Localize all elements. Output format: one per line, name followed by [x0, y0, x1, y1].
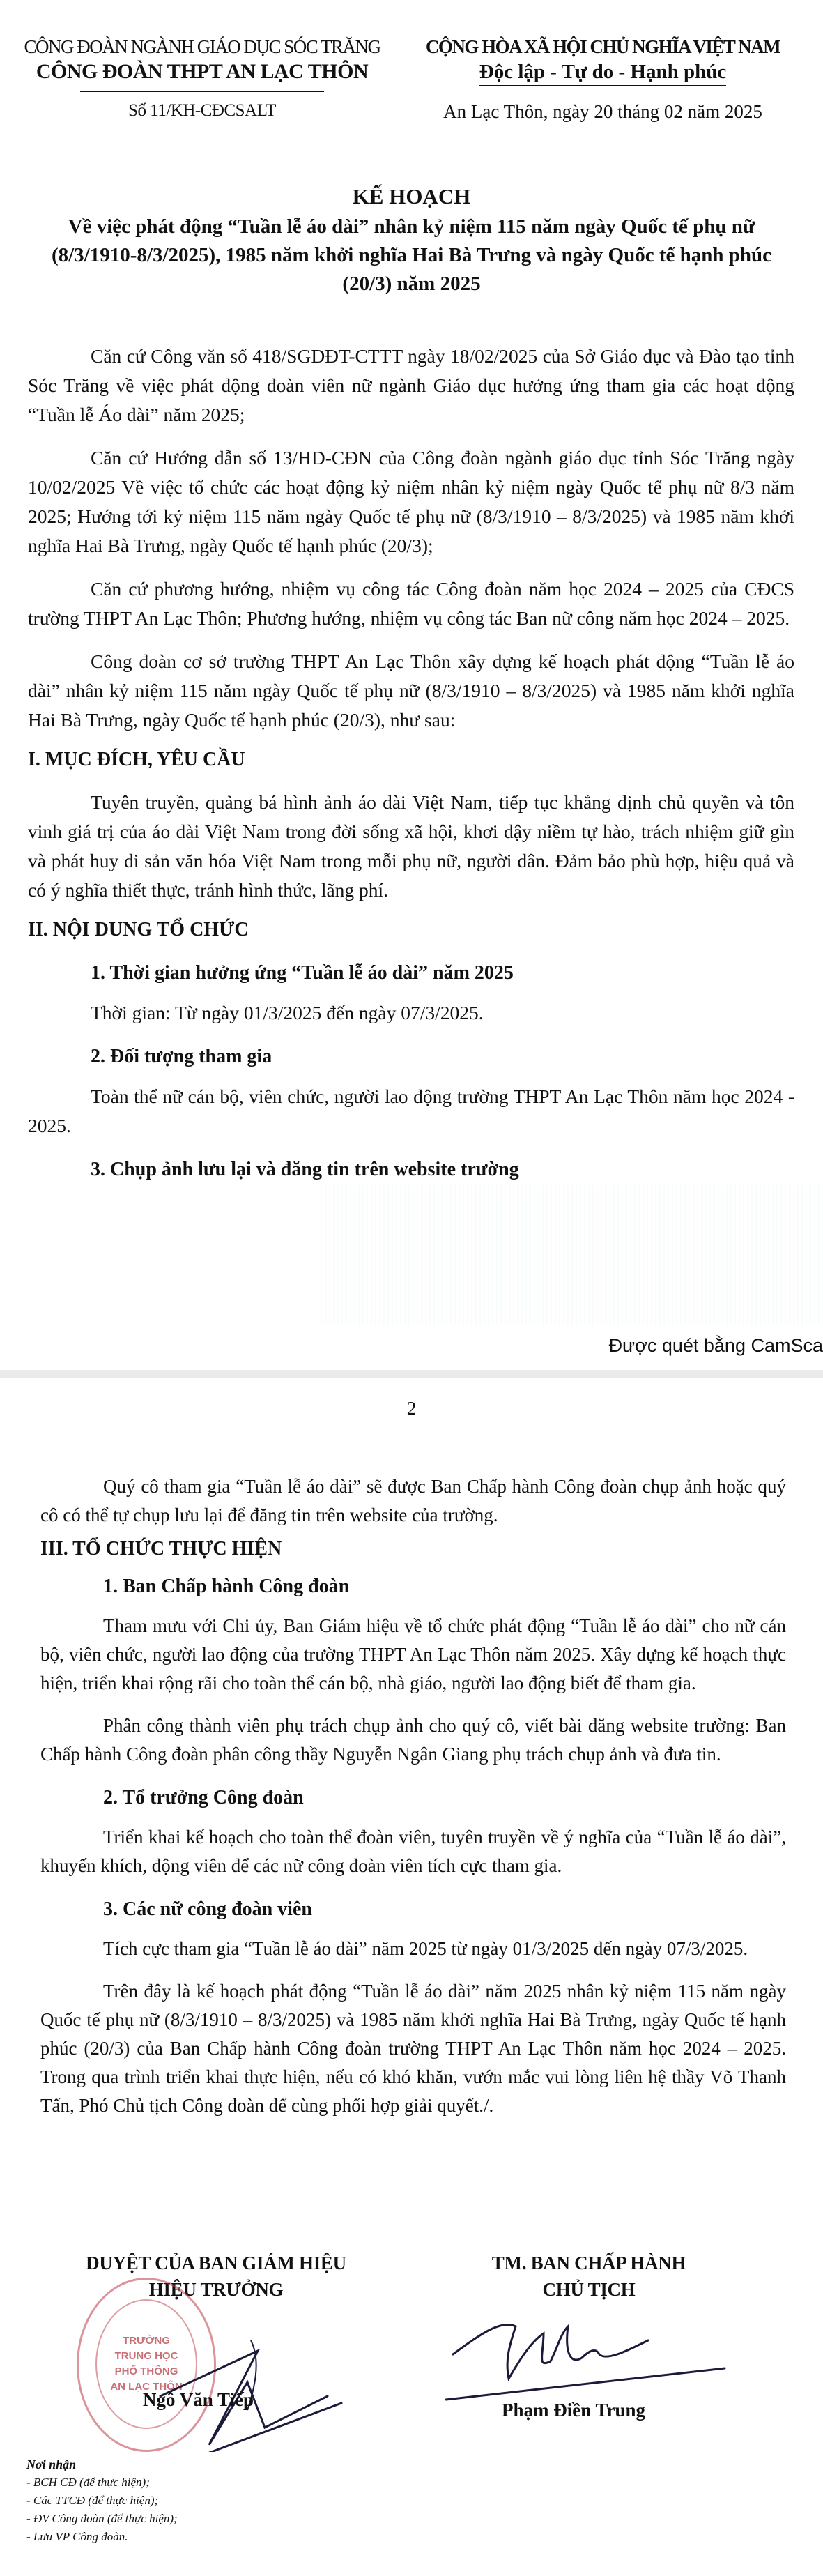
principal-name: Ngô Văn Tiếp — [143, 2389, 254, 2410]
subsection-heading: 3. Chụp ảnh lưu lại và đăng tin trên website trường — [91, 1159, 519, 1180]
approval-title: DUYỆT CỦA BAN GIÁM HIỆU — [86, 2253, 346, 2273]
subsection-paragraph: Tích cực tham gia “Tuần lễ áo dài” năm 2025 từ ngày 01/3/2025 đến ngày 07/3/2025. — [103, 1938, 748, 1959]
subsection-heading: 1. Ban Chấp hành Công đoàn — [103, 1576, 350, 1597]
preamble-paragraph: Căn cứ Công văn số 418/SGDĐT-CTTT ngày 18/02/2025 của Sở Giáo dục và Đào tạo tỉnh Sóc Trăng về việc phát động đoàn viên nữ ngành Giáo dục hưởng ứng tham gia các hoạt động “Tuần lễ Áo dài” năm 2025; — [28, 345, 794, 425]
recipients-list — [26, 2455, 178, 2546]
union-title: TM. BAN CHẤP HÀNH — [491, 2253, 686, 2273]
subsection-heading: 1. Thời gian hưởng ứng “Tuần lễ áo dài” năm 2025 — [91, 962, 514, 984]
scanner-watermark: Được quét bằng CamSca — [608, 1335, 823, 1356]
scan-noise — [321, 1185, 823, 1325]
document-number: Số 11/KH-CĐCSALT — [128, 101, 276, 120]
recipient-item: - BCH CĐ (để thực hiện); — [26, 2476, 150, 2489]
preamble — [28, 342, 794, 1195]
document-page-2 — [0, 1378, 823, 2576]
page2-body — [40, 1472, 786, 2134]
closing-paragraph: Trên đây là kế hoạch phát động “Tuần lễ áo dài” năm 2025 nhân kỷ niệm 115 năm ngày Quốc tế phụ nữ (8/3/1910 – 8/3/2025) và 1985 năm khởi nghĩa Hai Bà Trưng, ngày Quốc tế hạnh phúc (20/3) của Ban Chấp hành Công đoàn trường THPT An Lạc Thôn năm học 2024 – 2025. Trong qua trình triển khai thực hiện, nếu có khó khăn, vướn mắc vui lòng liên hệ thầy Võ Thanh Tấn, Phó Chủ tịch Công đoàn để cùng phối hợp giải quyết./. — [40, 1981, 786, 2116]
document-title: KẾ HOẠCH — [352, 184, 471, 208]
chairman-name: Phạm Điền Trung — [502, 2400, 646, 2421]
union-role: CHỦ TỊCH — [542, 2279, 636, 2300]
section-heading: III. TỔ CHỨC THỰC HIỆN — [40, 1538, 282, 1560]
subsection-paragraph: Thời gian: Từ ngày 01/3/2025 đến ngày 07/3/2025. — [91, 1002, 484, 1023]
page-number: 2 — [406, 1398, 417, 1419]
stamp-line: TRUNG HỌC — [114, 2350, 178, 2362]
approval-signature-block — [42, 2250, 390, 2303]
issuer-header — [14, 35, 390, 92]
recipient-item: - Lưu VP Công đoàn. — [26, 2530, 128, 2543]
preamble-paragraph: Căn cứ Hướng dẫn số 13/HD-CĐN của Công đoàn ngành giáo dục tỉnh Sóc Trăng ngày 10/02/2025 Về việc tổ chức các hoạt động kỷ niệm nhân kỷ niệm ngày Quốc tế phụ nữ 8/3 năm 2025; Hướng tới kỷ niệm 115 năm ngày Quốc tế phụ nữ (8/3/1910 – 8/3/2025) và 1985 năm khởi nghĩa Hai Bà Trưng, ngày Quốc tế hạnh phúc (20/3); — [28, 447, 794, 556]
page-separator — [0, 1370, 823, 1378]
nation-name: CỘNG HÒA XÃ HỘI CHỦ NGHĨA VIỆT NAM — [425, 36, 780, 57]
organization-name: CÔNG ĐOÀN THPT AN LẠC THÔN — [36, 60, 369, 83]
subsection-paragraph: Toàn thể nữ cán bộ, viên chức, người lao động trường THPT An Lạc Thôn năm học 2024 - 2025. — [28, 1085, 794, 1136]
preamble-paragraph: Công đoàn cơ sở trường THPT An Lạc Thôn xây dựng kế hoạch phát động “Tuần lễ áo dài” nhân kỷ niệm 115 năm ngày Quốc tế phụ nữ (8/3/1910 – 8/3/2025) và 1985 năm khởi nghĩa Hai Bà Trưng, ngày Quốc tế hạnh phúc (20/3), như sau: — [28, 650, 794, 731]
document-subtitle: Về việc phát động “Tuần lễ áo dài” nhân kỷ niệm 115 năm ngày Quốc tế phụ nữ (8/3/1910-8/3/2025), 1985 năm khởi nghĩa Hai Bà Trưng và ngày Quốc tế hạnh phúc (20/3) năm 2025 — [51, 215, 772, 295]
section-heading: II. NỘI DUNG TỔ CHỨC — [28, 919, 249, 940]
subsection-heading: 3. Các nữ công đoàn viên — [103, 1898, 312, 1920]
subsection-paragraph: Triển khai kế hoạch cho toàn thể đoàn viên, tuyên truyền về ý nghĩa của “Tuần lễ áo dài”, khuyến khích, động viên để các nữ công đoàn viên tích cực tham gia. — [40, 1827, 786, 1876]
national-motto: Độc lập - Tự do - Hạnh phúc — [479, 59, 727, 86]
recipients-title: Nơi nhận — [26, 2457, 77, 2471]
stamp-line: PHỔ THÔNG — [114, 2365, 178, 2377]
recipient-item: - ĐV Công đoàn (để thực hiện); — [26, 2512, 178, 2525]
approval-role: HIỆU TRƯỞNG — [148, 2279, 284, 2300]
national-header — [411, 35, 794, 86]
preamble-paragraph: Căn cứ phương hướng, nhiệm vụ công tác Công đoàn năm học 2024 – 2025 của CĐCS trường THPT An Lạc Thôn; Phương hướng, nhiệm vụ công tác Ban nữ công năm học 2024 – 2025. — [28, 578, 794, 629]
recipient-item: - Các TTCĐ (để thực hiện); — [26, 2494, 159, 2507]
principal-signature-icon — [118, 2299, 355, 2452]
chairman-signature-icon — [439, 2312, 732, 2403]
section-paragraph: Tuyên truyền, quảng bá hình ảnh áo dài Việt Nam, tiếp tục khẳng định chủ quyền và tôn vinh giá trị của áo dài Việt Nam trong đời sống xã hội, khơi dậy niềm tự hào, trách nhiệm giữ gìn và phát huy di sản văn hóa Việt Nam trong mỗi phụ nữ, người dân. Đảm bảo phù hợp, hiệu quả và có ý nghĩa thiết thực, tránh hình thức, lãng phí. — [28, 791, 794, 901]
union-signature-block — [432, 2250, 746, 2303]
place-date: An Lạc Thôn, ngày 20 tháng 02 năm 2025 — [443, 101, 762, 122]
header-underline — [80, 91, 324, 92]
stamp-line: AN LẠC THÔN — [110, 2381, 183, 2393]
continuation-paragraph: Quý cô tham gia “Tuần lễ áo dài” sẽ được Ban Chấp hành Công đoàn chụp ảnh hoặc quý cô có thể tự chụp lưu lại để đăng tin trên website của trường. — [40, 1476, 786, 1525]
subsection-paragraph: Phân công thành viên phụ trách chụp ảnh cho quý cô, viết bài đăng website trường: Ban Chấp hành Công đoàn phân công thầy Nguyễn Ngân Giang phụ trách chụp ảnh và đưa tin. — [40, 1715, 786, 1765]
parent-organization: CÔNG ĐOÀN NGÀNH GIÁO DỤC SÓC TRĂNG — [24, 36, 380, 57]
subsection-paragraph: Tham mưu với Chi ủy, Ban Giám hiệu về tổ chức phát động “Tuần lễ áo dài” cho nữ cán bộ, viên chức, người lao động của trường THPT An Lạc Thôn năm 2025. Xây dựng kế hoạch thực hiện, triển khai rộng rãi cho toàn thể cán bộ, nhà giáo, người lao động biết để tham gia. — [40, 1615, 786, 1693]
subsection-heading: 2. Đối tượng tham gia — [91, 1046, 272, 1067]
section-heading: I. MỤC ĐÍCH, YÊU CẦU — [28, 749, 245, 770]
stamp-line: TRƯỜNG — [123, 2335, 170, 2347]
subsection-heading: 2. Tổ trưởng Công đoàn — [103, 1787, 304, 1808]
